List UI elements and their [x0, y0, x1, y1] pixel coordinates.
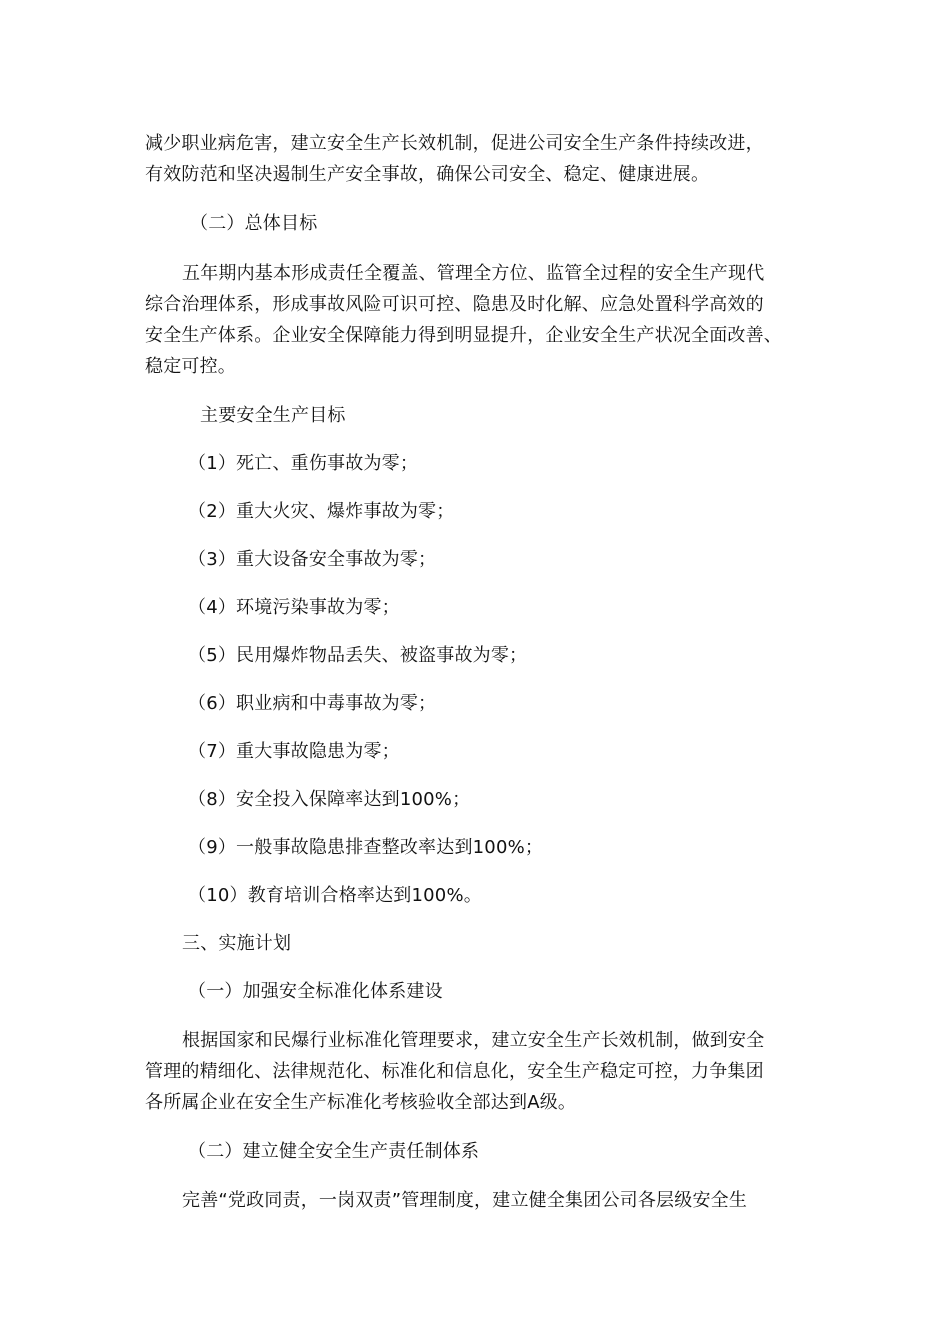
standardization-line-2: 管理的精细化、法律规范化、标准化和信息化，安全生产稳定可控，力争集团	[145, 1061, 764, 1082]
overall-line-4: 稳定可控。	[145, 356, 236, 377]
overall-line-1: 五年期内基本形成责任全覆盖、管理全方位、监管全过程的安全生产现代	[182, 263, 765, 284]
intro-line-1: 减少职业病危害，建立安全生产长效机制，促进公司安全生产条件持续改进，	[145, 133, 764, 154]
heading-plan: 三、实施计划	[182, 933, 292, 954]
target-item: （6）职业病和中毒事故为零；	[188, 693, 437, 714]
standardization-line-1: 根据国家和民爆行业标准化管理要求，建立安全生产长效机制，做到安全	[182, 1030, 765, 1051]
heading-overall-goal: （二）总体目标	[190, 213, 318, 234]
standardization-line-3: 各所属企业在安全生产标准化考核验收全部达到A级。	[145, 1092, 577, 1113]
target-item: （2）重大火灾、爆炸事故为零；	[188, 501, 455, 522]
intro-line-2: 有效防范和坚决遏制生产安全事故，确保公司安全、稳定、健康进展。	[145, 164, 710, 185]
target-item: （5）民用爆炸物品丢失、被盗事故为零；	[188, 645, 528, 666]
overall-line-3: 安全生产体系。企业安全保障能力得到明显提升，企业安全生产状况全面改善、	[145, 325, 782, 346]
target-item: （3）重大设备安全事故为零；	[188, 549, 437, 570]
heading-standardization: （一）加强安全标准化体系建设	[188, 981, 443, 1002]
heading-main-targets: 主要安全生产目标	[200, 405, 346, 426]
target-item: （10）教育培训合格率达到100%。	[188, 885, 482, 906]
target-item: （1）死亡、重伤事故为零；	[188, 453, 419, 474]
target-item: （8）安全投入保障率达到100%；	[188, 789, 471, 810]
responsibility-line-1: 完善“党政同责，一岗双责”管理制度，建立健全集团公司各层级安全生	[182, 1190, 748, 1211]
heading-responsibility: （二）建立健全安全生产责任制体系	[188, 1141, 480, 1162]
target-item: （4）环境污染事故为零；	[188, 597, 400, 618]
overall-line-2: 综合治理体系，形成事故风险可识可控、隐患及时化解、应急处置科学高效的	[145, 294, 764, 315]
target-item: （7）重大事故隐患为零；	[188, 741, 400, 762]
target-item: （9）一般事故隐患排查整改率达到100%；	[188, 837, 544, 858]
